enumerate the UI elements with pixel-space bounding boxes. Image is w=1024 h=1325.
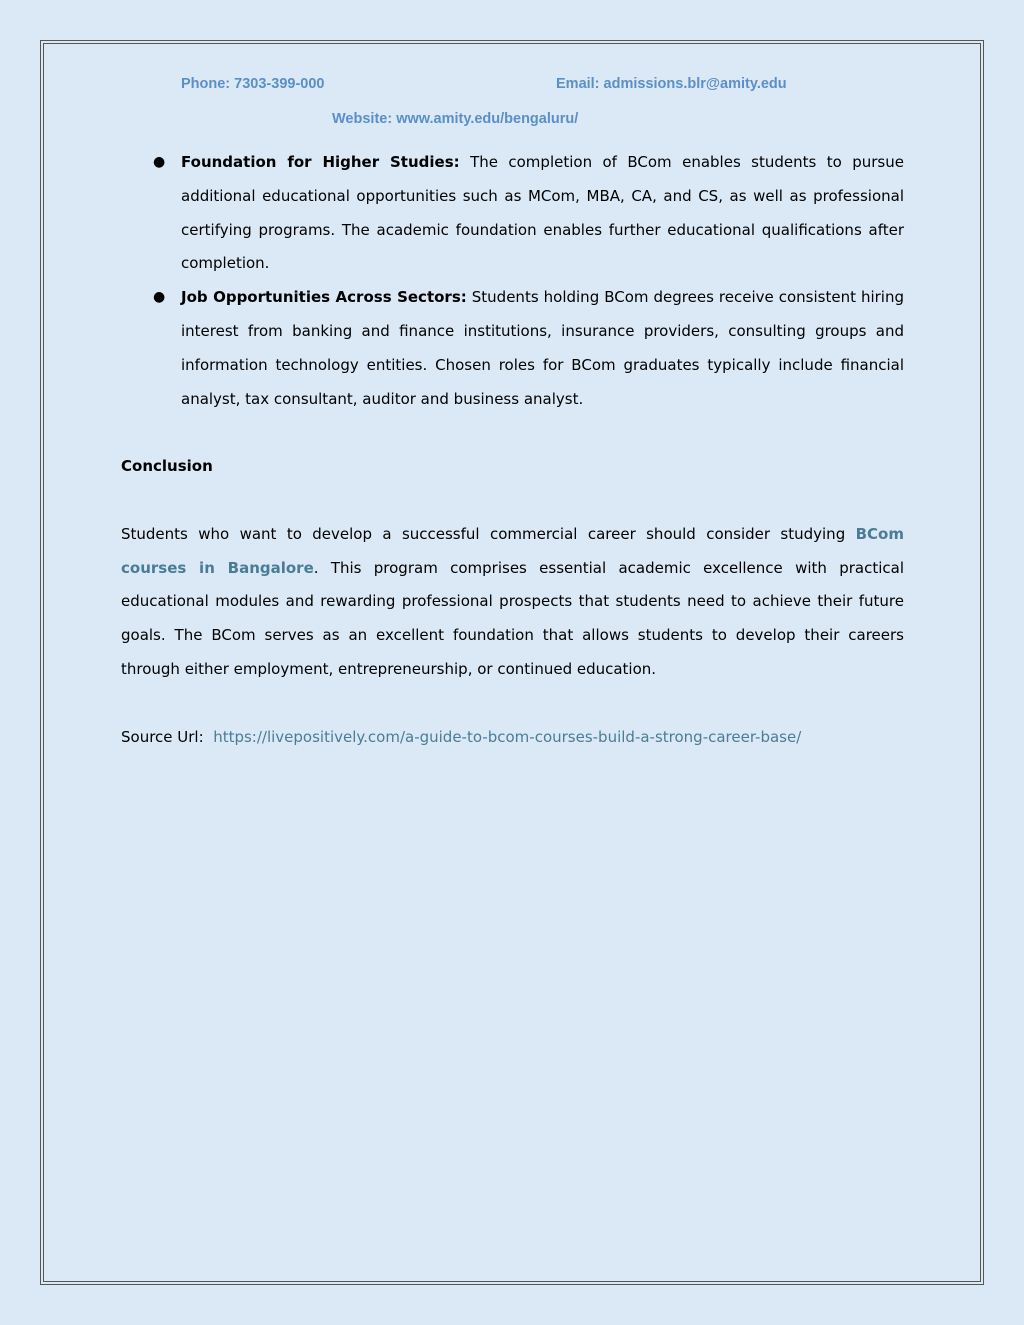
conclusion-paragraph xyxy=(121,518,904,687)
website-link[interactable] xyxy=(332,111,578,127)
conclusion-text-after: . This program comprises essential academic excellence with practical educational modules and rewarding professional prospects that students need to achieve their future goals. The BCom serves as an excellent foundation that allows students to develop their careers through either employment, entrepreneurship, or continued education. xyxy=(121,558,904,678)
website-link-text[interactable]: Website: www.amity.edu/bengaluru/ xyxy=(332,111,579,127)
list-item-title: Foundation for Higher Studies: xyxy=(181,153,460,171)
list-item-text: Students holding BCom degrees receive consistent hiring interest from banking and finance institutions, insurance providers, consulting groups and information technology entities. Chosen roles for BCom graduates typically include financial analyst, tax consultant, auditor and business analyst. xyxy=(181,288,905,408)
source-line xyxy=(121,721,904,755)
conclusion-text-before: Students who want to develop a successful commercial career should consider studying xyxy=(121,524,856,543)
conclusion-heading: Conclusion xyxy=(121,457,213,476)
list-item-text: The completion of BCom enables students to pursue additional educational opportunities such as MCom, MBA, CA, and CS, as well as professional certifying programs. The academic foundation enables further educational qualifications after completion. xyxy=(181,153,904,273)
source-url-link[interactable]: https://livepositively.com/a-guide-to-bcom-courses-build-a-strong-career-base/ xyxy=(213,727,802,746)
list-item xyxy=(121,281,904,416)
main-content xyxy=(121,146,904,754)
email-link[interactable] xyxy=(556,76,787,92)
phone-number: Phone: 7303-399-000 xyxy=(181,76,325,92)
list-item xyxy=(121,146,904,281)
bullet-icon: ● xyxy=(153,154,166,170)
source-label: Source Url: xyxy=(121,727,204,746)
benefit-list xyxy=(121,146,904,416)
bullet-icon: ● xyxy=(153,289,166,306)
email-link-text[interactable]: Email: admissions.blr@amity.edu xyxy=(556,76,787,92)
bcom-courses-link[interactable]: BCom courses in Bangalore xyxy=(121,524,904,577)
list-item-title: Job Opportunities Across Sectors: xyxy=(181,288,467,307)
